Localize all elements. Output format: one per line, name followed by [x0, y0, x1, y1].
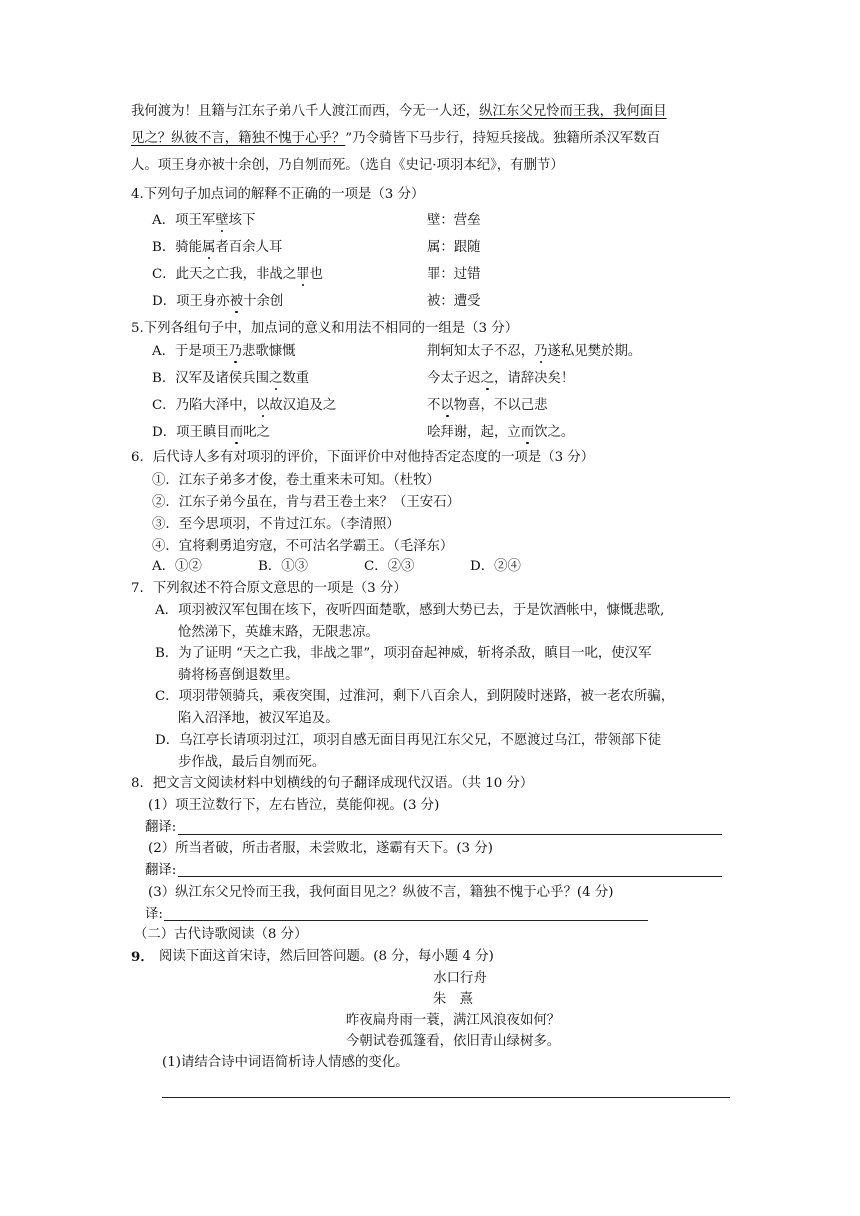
q4-gloss-d: 被：遭受: [427, 294, 481, 309]
q4-option-a: [152, 212, 255, 230]
option-text: D．项王身亦: [152, 294, 230, 309]
dotted-word: 之: [268, 371, 283, 386]
q8-sentence-3: (3）纵江东父兄怜而王我，我何面目见之？纵彼不言，籍独不愧于心乎？(4 分): [148, 885, 614, 900]
q5-option-a-right: [427, 343, 641, 361]
q6-item-3: ③．至今思项羽，不肯过江东。（李清照）: [152, 517, 400, 532]
answer-line-2[interactable]: [178, 876, 722, 877]
option-text: 今太子迟: [427, 371, 481, 386]
q9-stem: 阅读下面这首宋诗，然后回答问题。(8 分，每小题 4 分): [159, 949, 494, 964]
underlined-sentence: 见之？纵彼不言，籍独不愧于心乎？: [131, 131, 346, 146]
option-text: 者百余人耳: [215, 240, 283, 255]
dotted-word: 乃: [228, 344, 243, 359]
dotted-word: 之: [480, 371, 494, 386]
q4-option-c: [152, 266, 323, 284]
option-text: 悲歌慷慨: [242, 344, 296, 359]
passage-line-1: [131, 103, 667, 121]
poem-author: 朱 熹: [432, 992, 474, 1007]
passage-text: 我何渡为！且籍与江东子弟八千人渡江而西，今无一人还，: [131, 104, 480, 119]
q8-stem: 8．把文言文阅读材料中划横线的句子翻译成现代汉语。（共 10 分）: [131, 776, 534, 791]
q8-sentence-1: (1）项王泣数行下，左右皆泣，莫能仰视。(3 分): [148, 798, 440, 813]
option-text: 也: [309, 267, 323, 282]
underlined-sentence: 纵江东父兄怜而王我，我何面目: [479, 104, 667, 119]
option-text: 数重: [282, 371, 310, 386]
option-text: A．项王军: [152, 213, 216, 228]
q8-label-2: 翻译:: [145, 863, 177, 878]
dotted-word: 被: [229, 294, 244, 309]
q7-option-b-line2: 骑将杨喜倒退数里。: [178, 668, 299, 683]
q6-choice-a: A．①②: [152, 559, 202, 574]
q8-sentence-2: (2）所当者破，所击者服，未尝败北，遂霸有天下。(3 分): [148, 841, 493, 856]
q6-item-1: ①．江东子弟多才俊，卷土重来未可知。（杜牧）: [152, 473, 440, 488]
dotted-word: 而: [520, 425, 535, 440]
q6-item-2: ②．江东子弟今虽在，肯与君王卷土来？（王安石）: [152, 495, 460, 510]
q5-option-b-left: [152, 370, 309, 388]
answer-line-3[interactable]: [164, 920, 648, 921]
option-text: B．汉军及诸侯兵围: [152, 371, 269, 386]
section-heading: （二）古代诗歌阅读（8 分）: [134, 927, 308, 942]
answer-line-1[interactable]: [178, 834, 722, 835]
q5-stem: 5.下列各组句子中，加点词的意义和用法不相同的一组是（3 分）: [131, 321, 519, 336]
poem-title: 水口行舟: [433, 971, 487, 986]
q5-option-b-right: [427, 370, 574, 388]
q6-stem: 6．后代诗人多有对项羽的评价，下面评价中对他持否定态度的一项是（3 分）: [131, 450, 595, 465]
q7-option-a-line1: A．项羽被汉军包围在垓下，夜听四面楚歌，感到大势已去，于是饮酒帐中，慷慨悲歌,: [155, 603, 665, 618]
q7-option-c-line2: 陷入沼泽地，被汉军追及。: [178, 711, 339, 726]
dotted-word: 以: [255, 398, 270, 413]
q4-stem: 4.下列句子加点词的解释不正确的一项是（3 分）: [131, 187, 425, 202]
option-text: ，请辞决矣！: [493, 371, 575, 386]
option-text: 荆轲知太子不忍，: [427, 344, 535, 359]
option-text: 叱之: [243, 425, 270, 440]
dotted-word: 罪: [296, 267, 310, 282]
q5-option-d-left: [152, 424, 270, 442]
option-text: D．项王瞋目: [152, 425, 230, 440]
option-text: 垓下: [228, 213, 256, 228]
q8-label-3: 译:: [145, 907, 163, 922]
q7-option-a-line2: 怆然涕下，英雄末路，无限悲凉。: [178, 625, 379, 640]
passage-line-3: 人。项王身亦被十余创，乃自刎而死。（选自《史记·项羽本纪》，有删节）: [131, 158, 564, 173]
q8-label-1: 翻译:: [145, 820, 177, 835]
q4-gloss-c: 罪：过错: [427, 267, 481, 282]
option-text: 不: [427, 398, 441, 413]
option-text: C．此天之亡我，非战之: [152, 267, 297, 282]
option-text: 故汉追及之: [269, 398, 337, 413]
q5-option-c-right: [427, 397, 548, 415]
q9-number: 9．: [131, 949, 154, 965]
poem-line-2: 今朝试卷孤篷看，依旧青山绿树多。: [345, 1034, 561, 1049]
q5-option-a-left: [152, 343, 296, 361]
q5-option-d-right: [427, 424, 574, 442]
q9-subquestion-1: (1)请结合诗中词语简析诗人情感的变化。: [162, 1055, 409, 1070]
option-text: 物喜，不以己悲: [453, 398, 548, 413]
dotted-word: 而: [229, 425, 244, 440]
poem-line-1: 昨夜扁舟雨一蓑，满江风浪夜如何？: [345, 1013, 561, 1028]
answer-line-4[interactable]: [162, 1097, 730, 1098]
q6-choice-c: C．②③: [364, 559, 415, 574]
q6-choice-b: B．①③: [258, 559, 309, 574]
q5-option-c-left: [152, 397, 336, 415]
q7-option-d-line1: D．乌江亭长请项羽过江，项羽自感无面目再见江东父兄，不愿渡过乌江，带领部下徒: [155, 733, 662, 748]
q4-option-b: [152, 239, 282, 257]
option-text: 十余创: [243, 294, 284, 309]
option-text: B．骑能: [152, 240, 203, 255]
dotted-word: 以: [440, 398, 454, 413]
q7-option-d-line2: 步作战，最后自刎而死。: [178, 755, 326, 770]
q4-gloss-a: 壁：营垒: [427, 213, 481, 228]
q7-option-b-line1: B．为了证明 “天之亡我，非战之罪”，项羽奋起神威，斩将杀敌，瞋目一叱，使汉军: [155, 646, 652, 661]
passage-line-2: [131, 130, 660, 148]
q6-choice-d: D．②④: [470, 559, 521, 574]
q7-option-c-line1: C．项羽带领骑兵，乘夜突围，过淮河，剩下八百余人，到阴陵时迷路，被一老农所骗，: [155, 689, 675, 704]
option-text: 饮之。: [534, 425, 575, 440]
option-text: 哙拜谢，起，立: [427, 425, 521, 440]
q6-item-4: ④．宜将剩勇追穷寇，不可沽名学霸王。（毛泽东）: [152, 539, 454, 554]
dotted-word: 乃: [534, 344, 548, 359]
dotted-word: 属: [202, 240, 216, 255]
dotted-word: 壁: [215, 213, 229, 228]
option-text: A．于是项王: [152, 344, 229, 359]
q7-stem: 7．下列叙述不符合原文意思的一项是（3 分）: [131, 581, 407, 596]
option-text: C．乃陷大泽中，: [152, 398, 256, 413]
passage-text: ”乃令骑皆下马步行，持短兵接战。独籍所杀汉军数百: [345, 131, 661, 146]
q4-gloss-b: 属：跟随: [427, 240, 481, 255]
q4-option-d: [152, 293, 283, 311]
option-text: 遂私见樊於期。: [547, 344, 642, 359]
